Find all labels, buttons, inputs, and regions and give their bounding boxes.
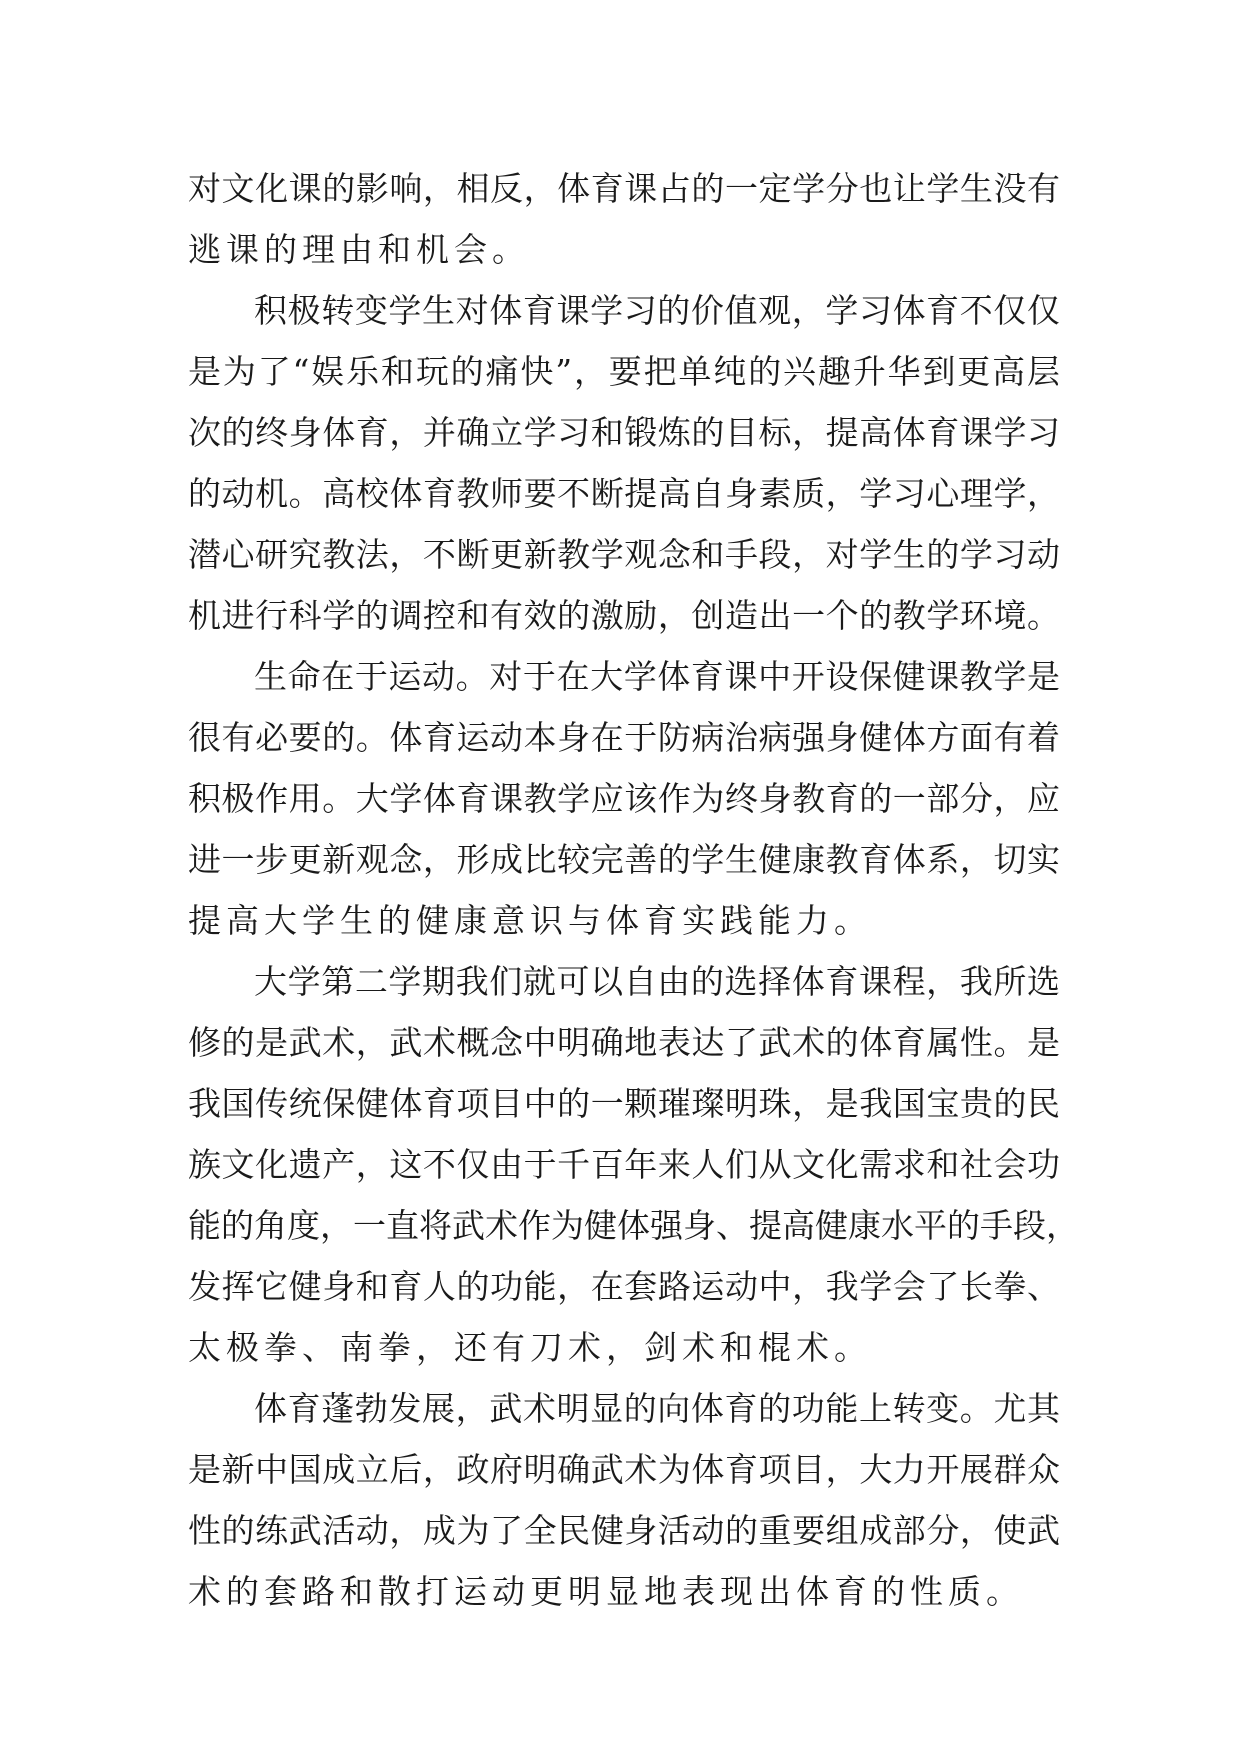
text-line: 很有必要的。体育运动本身在于防病治病强身健体方面有着 [188, 718, 1060, 757]
paragraph-first-line: 生命在于运动。对于在大学体育课中开设保健课教学是 [254, 657, 1060, 696]
text-line: 次的终身体育，并确立学习和锻炼的目标，提高体育课学习 [188, 413, 1060, 452]
text-line: 我国传统保健体育项目中的一颗璀璨明珠，是我国宝贵的民 [188, 1084, 1060, 1123]
text-line: 提高大学生的健康意识与体育实践能力。 [188, 901, 872, 940]
text-line: 性的练武活动，成为了全民健身活动的重要组成部分，使武 [188, 1511, 1060, 1550]
text-line: 太极拳、南拳，还有刀术，剑术和棍术。 [188, 1328, 872, 1367]
text-line: 发挥它健身和育人的功能，在套路运动中，我学会了长拳、 [188, 1267, 1060, 1306]
paragraph-first-line: 体育蓬勃发展，武术明显的向体育的功能上转变。尤其 [254, 1389, 1060, 1428]
paragraph-first-line: 大学第二学期我们就可以自由的选择体育课程，我所选 [254, 962, 1060, 1001]
text-line: 逃课的理由和机会。 [188, 230, 530, 269]
text-line: 是为了“娱乐和玩的痛快”，要把单纯的兴趣升华到更高层 [188, 352, 1060, 391]
text-line: 术的套路和散打运动更明显地表现出体育的性质。 [188, 1572, 1024, 1611]
text-line: 族文化遗产，这不仅由于千百年来人们从文化需求和社会功 [188, 1145, 1060, 1184]
text-line: 潜心研究教法，不断更新教学观念和手段，对学生的学习动 [188, 535, 1060, 574]
text-line: 修的是武术，武术概念中明确地表达了武术的体育属性。是 [188, 1023, 1060, 1062]
text-line: 是新中国成立后，政府明确武术为体育项目，大力开展群众 [188, 1450, 1060, 1489]
text-line: 能的角度，一直将武术作为健体强身、提高健康水平的手段， [188, 1206, 1079, 1245]
text-line: 对文化课的影响，相反，体育课占的一定学分也让学生没有 [188, 169, 1060, 208]
text-line: 积极作用。大学体育课教学应该作为终身教育的一部分，应 [188, 779, 1060, 818]
text-line: 的动机。高校体育教师要不断提高自身素质，学习心理学， [188, 474, 1060, 513]
paragraph-first-line: 积极转变学生对体育课学习的价值观，学习体育不仅仅 [254, 291, 1060, 330]
text-line: 进一步更新观念，形成比较完善的学生健康教育体系，切实 [188, 840, 1060, 879]
text-line: 机进行科学的调控和有效的激励，创造出一个的教学环境。 [188, 596, 1060, 635]
document-body [188, 158, 1079, 1622]
